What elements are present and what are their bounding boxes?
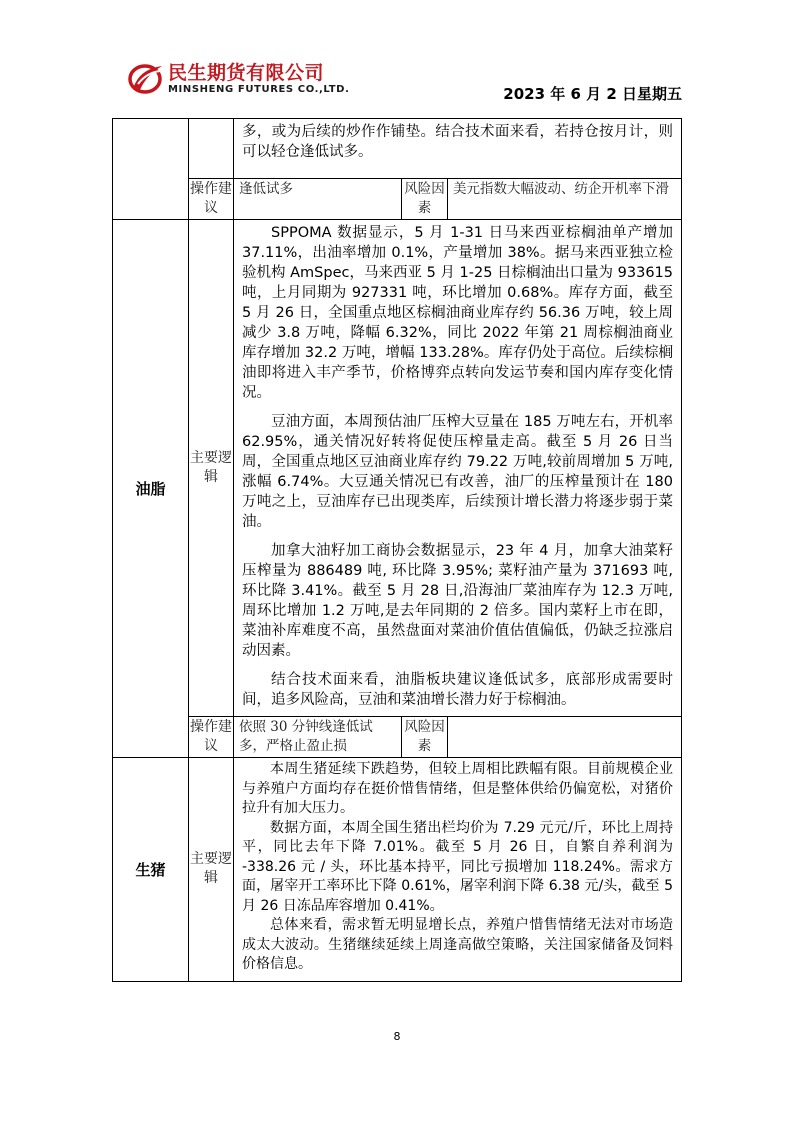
page-header (0, 0, 794, 120)
category-hogs: 生猪 (113, 758, 189, 982)
operation-value: 逢低试多 (234, 179, 402, 220)
table-row (113, 220, 682, 717)
logic-label: 主要逻辑 (189, 758, 234, 982)
logic-label: 主要逻辑 (189, 220, 234, 717)
company-name-cn: 民生期货有限公司 (168, 62, 325, 84)
paragraph: 加拿大油籽加工商协会数据显示，23 年 4 月，加拿大油菜籽压榨量为 886489 吨, 环比降 3.95%; 菜籽油产量为 371693 吨, 环比降 3.41%。截至 5 月 28 日,沿海油厂菜油库存为 12.3 万吨,周环比增加 1.2 万吨,是去年同期的 2 倍多。国内菜籽上市在即，菜油补库难度不高，虽然盘面对菜油价值估值偏低，仍缺乏拉涨启动因素。 (242, 543, 673, 659)
paragraph: 结合技术面来看，油脂板块建议逢低试多，底部形成需要时间，追多风险高，豆油和菜油增长潜力好于棕榈油。 (242, 672, 673, 708)
risk-label: 风险因素 (401, 179, 447, 220)
paragraph: 数据方面，本周全国生猪出栏均价为 7.29 元元/斤，环比上周持平，同比去年下降 7.01%。截至 5 月 26 日，自繁自养利润为 -338.26 元 / 头，环比基本持平，同比亏损增加 118.24%。需求方面，屠宰开工率环比下降 0.61%，屠宰利润下降 6.38 元/头，截至 5 月 26 日冻品库容增加 0.41%。 (242, 819, 673, 914)
company-logo (128, 60, 368, 100)
table-row (113, 717, 682, 758)
paragraph: 多，或为后续的炒作作铺垫。结合技术面来看，若持仓按月计，则可以轻仓逢低试多。 (242, 124, 673, 160)
page-number: 8 (393, 1030, 401, 1043)
logic-content-cell (234, 119, 682, 179)
analysis-table (112, 118, 682, 982)
operation-label: 操作建议 (189, 179, 234, 220)
logic-content-cell (234, 220, 682, 717)
category-oils: 油脂 (113, 220, 189, 758)
operation-label: 操作建议 (189, 717, 234, 758)
minsheng-swoosh-logo-icon (128, 60, 164, 96)
company-name-en: MINSHENG FUTURES CO.,LTD. (168, 84, 350, 95)
category-cell-previous (113, 119, 189, 220)
paragraph: SPPOMA 数据显示，5 月 1-31 日马来西亚棕榈油单产增加 37.11%，出油率增加 0.1%，产量增加 38%。据马来西亚独立检验机构 AmSpec，马来西亚 5 月 1-25 日棕榈油出口量为 933615 吨，上月同期为 927331 吨，环比增加 0.68%。库存方面，截至 5 月 26 日，全国重点地区棕榈油商业库存约 56.36 万吨，较上周减少 3.8 万吨，降幅 6.32%，同比 2022 年第 21 周棕榈油商业库存增加 32.2 万吨，增幅 133.28%。库存仍处于高位。后续棕榈油即将进入丰产季节，价格博弈点转向发运节奏和国内库存变化情况。 (242, 225, 673, 401)
risk-label: 风险因素 (401, 717, 447, 758)
paragraph: 本周生猪延续下跌趋势，但较上周相比跌幅有限。目前规模企业与养殖户方面均存在挺价惜售情绪，但是整体供给仍偏宽松，对猪价拉升有加大压力。 (242, 761, 673, 816)
risk-value: 美元指数大幅波动、纺企开机率下滑 (447, 179, 681, 220)
operation-value: 依照 30 分钟线逢低试多，严格止盈止损 (234, 717, 402, 758)
report-date: 2023 年 6 月 2 日星期五 (503, 85, 682, 103)
table-row (113, 179, 682, 220)
table-row (113, 119, 682, 179)
paragraph: 豆油方面，本周预估油厂压榨大豆量在 185 万吨左右，开机率 62.95%，通关情况好转将促使压榨量走高。截至 5 月 26 日当周，全国重点地区豆油商业库存约 79.22 万吨,较前周增加 5 万吨,涨幅 6.74%。大豆通关情况已有改善，油厂的压榨量预计在 180 万吨之上，豆油库存已出现类库，后续预计增长潜力将逐步弱于菜油。 (242, 414, 673, 530)
table-row (113, 758, 682, 982)
paragraph: 总体来看，需求暂无明显增长点，养殖户惜售情绪无法对市场造成太大波动。生猪继续延续上周逢高做空策略，关注国家储备及饲料价格信息。 (242, 917, 673, 972)
logic-content-cell (234, 758, 682, 982)
risk-value (447, 717, 681, 758)
logic-label-cell (189, 119, 234, 179)
